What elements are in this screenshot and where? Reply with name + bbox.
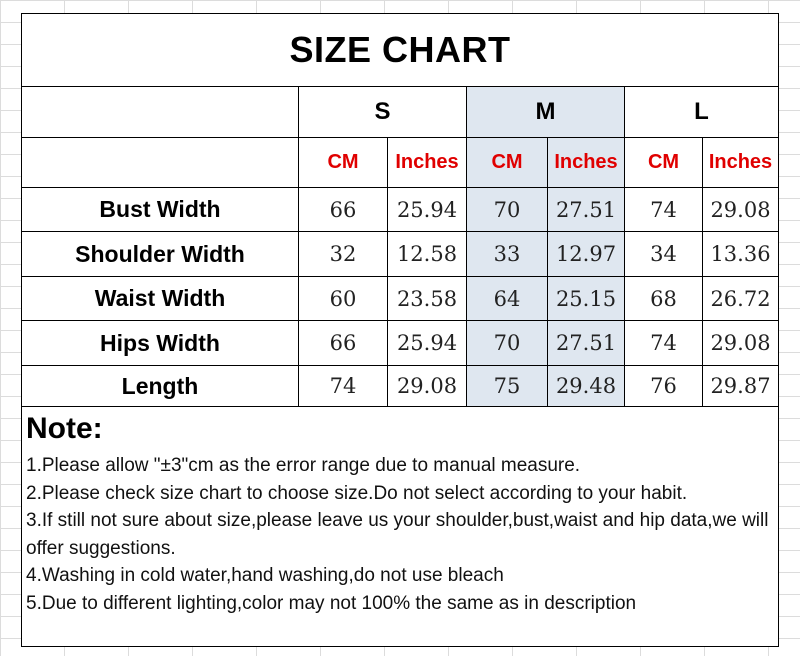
table-cell: 12.58: [396, 242, 458, 266]
notes-heading: Note:: [26, 412, 103, 445]
unit-header: CM: [327, 151, 359, 173]
note-item: 5.Due to different lighting,color may not 100% the same as in description: [26, 592, 637, 614]
table-cell: 25.94: [396, 197, 458, 222]
table-cell: 60: [329, 286, 357, 311]
unit-header: Inches: [395, 151, 459, 173]
chart-title: SIZE CHART: [289, 29, 511, 70]
note-item: 3.If still not sure about size,please leave us your shoulder,bust,waist and hip data,we will offer suggestions.: [26, 510, 769, 559]
table-cell: 34: [650, 242, 677, 266]
note-item: 4.Washing in cold water,hand washing,do not use bleach: [26, 565, 504, 586]
row-label-bust-width: Bust Width: [99, 196, 221, 222]
table-cell: 23.58: [396, 286, 458, 311]
table-cell: 29.87: [710, 374, 771, 398]
table-cell: 25.94: [396, 331, 458, 355]
unit-header: Inches: [708, 151, 773, 173]
unit-header: Inches: [554, 151, 618, 173]
row-label-hips-width: Hips Width: [100, 329, 220, 356]
table-cell: 66: [329, 197, 357, 222]
size-chart-sheet: [21, 13, 779, 647]
unit-header: CM: [647, 151, 680, 173]
size-header-m: M: [535, 98, 556, 125]
table-cell: 25.15: [555, 286, 617, 311]
table-cell: 75: [493, 374, 521, 398]
table-cell: 64: [493, 286, 521, 311]
note-item: 2.Please check size chart to choose size.Do not select according to your habit.: [26, 482, 688, 504]
table-cell: 74: [650, 197, 677, 222]
table-cell: 27.51: [555, 197, 617, 222]
table-cell: 76: [650, 374, 677, 398]
table-cell: 70: [493, 197, 521, 222]
table-cell: 27.51: [555, 331, 617, 355]
table-cell: 68: [650, 286, 677, 311]
table-cell: 29.08: [710, 197, 771, 222]
table-cell: 29.08: [710, 331, 771, 355]
table-cell: 70: [493, 331, 521, 355]
notes-section: [26, 412, 774, 617]
table-cell: 12.97: [555, 242, 617, 266]
unit-header: CM: [491, 151, 523, 173]
size-header-l: L: [694, 98, 709, 125]
table-cell: 13.36: [710, 242, 771, 266]
size-header-s: S: [374, 98, 391, 125]
table-cell: 29.48: [555, 374, 617, 398]
table-cell: 29.08: [396, 374, 458, 398]
table-cell: 32: [329, 242, 357, 266]
row-label-shoulder-width: Shoulder Width: [75, 240, 245, 267]
table-cell: 74: [650, 331, 677, 355]
table-cell: 33: [493, 242, 521, 266]
row-label-waist-width: Waist Width: [94, 285, 226, 311]
table-cell: 74: [329, 374, 357, 398]
row-label-length: Length: [121, 372, 199, 399]
table-cell: 66: [329, 331, 357, 355]
note-item: 1.Please allow "±3"cm as the error range due to manual measure.: [26, 455, 581, 476]
table-cell: 26.72: [710, 286, 771, 311]
